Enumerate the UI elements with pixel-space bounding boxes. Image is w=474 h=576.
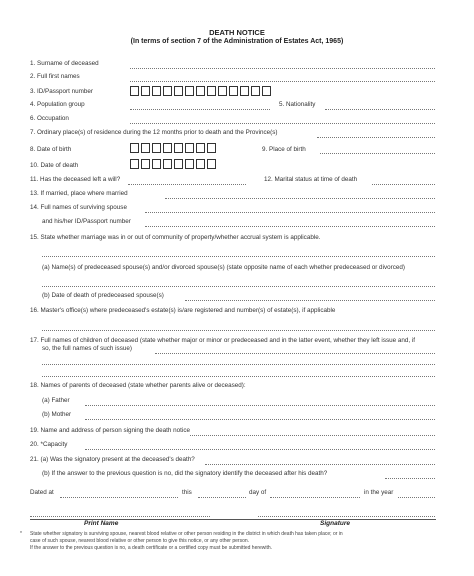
married-place-label: 13. If married, place where married (30, 190, 128, 197)
surname-field[interactable] (130, 68, 435, 69)
field-row-parents (0, 382, 474, 396)
field-row-residence (0, 129, 474, 143)
dod-digit-box[interactable] (163, 159, 172, 169)
id-digit-box[interactable] (240, 86, 249, 96)
field-row-dob (0, 143, 474, 157)
children-field-2[interactable] (42, 364, 435, 365)
id-digit-box[interactable] (163, 86, 172, 96)
identify-label: (b) If the answer to the previous question is no, did the signatory identify the deceased after his death? (42, 470, 328, 477)
birthplace-field[interactable] (320, 153, 435, 154)
dod-digit-box[interactable] (130, 159, 139, 169)
field-row-spouse (0, 204, 474, 218)
children-label: 17. Full names of children of deceased (state whether major or minor or predeceased and in the latter event, whether they left issue and, if (30, 337, 416, 344)
field-row-father (0, 397, 474, 411)
mother-label: (b) Mother (42, 411, 72, 418)
nationality-label: 5. Nationality (279, 101, 316, 108)
surname-label: 1. Surname of deceased (30, 60, 99, 67)
form-title: DEATH NOTICE (209, 28, 265, 37)
field-row-spouse-id (0, 218, 474, 232)
children-field-1[interactable] (155, 353, 435, 354)
predeceased-date-label: (b) Date of death of predeceased spouse(s) (42, 292, 164, 299)
footnote-3: If the answer to the previous question is no, a death certificate or a certified copy must be submitted herewith. (30, 545, 273, 551)
occupation-field[interactable] (130, 123, 435, 124)
field-row-surname (0, 60, 474, 74)
children-label-cont: so, the full names of such issue) (42, 345, 132, 352)
masters-office-field[interactable] (42, 330, 435, 331)
id-digit-box[interactable] (218, 86, 227, 96)
occupation-label: 6. Occupation (30, 115, 69, 122)
dated-row (0, 489, 474, 503)
dod-digit-box[interactable] (207, 159, 216, 169)
day-of-label: day of (249, 489, 267, 496)
field-row-identify (0, 470, 474, 484)
dob-digit-box[interactable] (141, 143, 150, 153)
masters-office-label: 16. Master's office(s) where predeceased's estate(s) is/are registered and number(s) of estate(s), if applicable (30, 307, 336, 314)
id-digit-box[interactable] (152, 86, 161, 96)
field-row-will (0, 176, 474, 190)
field-row-capacity (0, 441, 474, 455)
field-row-predeceased-spouse (0, 264, 474, 278)
id-digit-box[interactable] (251, 86, 260, 96)
spouse-field[interactable] (145, 212, 435, 213)
field-row-mother (0, 411, 474, 425)
capacity-label: 20. *Capacity (30, 441, 68, 448)
dod-label: 10. Date of death (30, 162, 79, 169)
signature-line[interactable] (258, 516, 435, 517)
print-name-label: Print Name (84, 520, 119, 527)
dob-digit-box[interactable] (196, 143, 205, 153)
dob-digit-box[interactable] (174, 143, 183, 153)
spouse-label: 14. Full names of surviving spouse (30, 204, 127, 211)
day-field[interactable] (198, 497, 246, 498)
dob-digit-box[interactable] (163, 143, 172, 153)
predeceased-spouse-field[interactable] (42, 286, 435, 287)
footnote-2: case of such spouse, nearest blood relative or other person to give this notice, or any other person. (30, 538, 250, 544)
first-names-label: 2. Full first names (30, 73, 80, 80)
dod-digit-box[interactable] (174, 159, 183, 169)
dod-digit-box[interactable] (152, 159, 161, 169)
spouse-id-label: and his/her ID/Passport number (42, 218, 131, 225)
field-row-first-names (0, 73, 474, 87)
id-digit-box[interactable] (207, 86, 216, 96)
dated-at-field[interactable] (60, 497, 178, 498)
footnote-1: State whether signatory is surviving spouse, nearest blood relative or other person residing in the district in which death has taken place; or in (30, 531, 343, 537)
population-label: 4. Population group (30, 101, 85, 108)
id-digit-box[interactable] (229, 86, 238, 96)
population-field[interactable] (130, 109, 270, 110)
field-row-married-place (0, 190, 474, 204)
field-row-marriage-type (0, 234, 474, 248)
will-field[interactable] (128, 184, 246, 185)
dated-at-label: Dated at (30, 489, 54, 496)
year-field[interactable] (398, 497, 435, 498)
print-name-line[interactable] (30, 516, 210, 517)
form-subtitle: (In terms of section 7 of the Administration of Estates Act, 1965) (130, 38, 344, 45)
marital-label: 12. Marital status at time of death (264, 176, 358, 183)
field-row-children-cont (0, 345, 474, 359)
dod-digit-box[interactable] (185, 159, 194, 169)
in-the-year-label: in the year (364, 489, 394, 496)
field-row-present (0, 456, 474, 470)
id-digit-box[interactable] (196, 86, 205, 96)
dob-digit-box[interactable] (207, 143, 216, 153)
month-field[interactable] (270, 497, 360, 498)
father-label: (a) Father (42, 397, 70, 404)
footnote-asterisk: * (20, 531, 22, 537)
birthplace-label: 9. Place of birth (262, 146, 306, 153)
signer-field[interactable] (190, 435, 435, 436)
field-row-dod (0, 159, 474, 173)
married-place-field[interactable] (165, 198, 435, 199)
marriage-type-field[interactable] (42, 256, 435, 257)
dob-digit-box[interactable] (130, 143, 139, 153)
field-row-population (0, 101, 474, 115)
signer-label: 19. Name and address of person signing the death notice (30, 427, 190, 434)
field-row-id (0, 86, 474, 100)
dod-digit-box[interactable] (141, 159, 150, 169)
capacity-field[interactable] (85, 449, 435, 450)
dob-digit-box[interactable] (185, 143, 194, 153)
identify-field[interactable] (385, 478, 435, 479)
field-row-signer (0, 427, 474, 441)
first-names-field[interactable] (130, 81, 435, 82)
spouse-id-field[interactable] (145, 226, 435, 227)
dob-label: 8. Date of birth (30, 146, 72, 153)
marital-field[interactable] (372, 184, 435, 185)
id-digit-box[interactable] (174, 86, 183, 96)
predeceased-date-field[interactable] (185, 300, 435, 301)
will-label: 11. Has the deceased left a will? (30, 176, 121, 183)
signature-label: Signature (320, 520, 350, 527)
id-digit-box[interactable] (141, 86, 150, 96)
mother-field[interactable] (85, 419, 435, 420)
field-row-occupation (0, 115, 474, 129)
present-field[interactable] (205, 464, 435, 465)
residence-field[interactable] (317, 137, 435, 138)
id-digit-box[interactable] (185, 86, 194, 96)
predeceased-spouse-label: (a) Name(s) of predeceased spouse(s) and/or divorced spouse(s) (state opposite name of each whether predeceased or divorced) (42, 264, 405, 271)
dod-digit-box[interactable] (196, 159, 205, 169)
nationality-field[interactable] (325, 109, 435, 110)
field-row-masters-office (0, 307, 474, 321)
father-field[interactable] (85, 405, 435, 406)
children-field-3[interactable] (42, 376, 435, 377)
parents-label: 18. Names of parents of deceased (state whether parents alive or deceased): (30, 382, 246, 389)
residence-label: 7. Ordinary place(s) of residence during the 12 months prior to death and the Province(s) (30, 129, 278, 136)
this-label: this (182, 489, 192, 496)
id-label: 3. ID/Passport number (30, 88, 93, 95)
present-label: 21. (a) Was the signatory present at the deceased's death? (30, 456, 195, 463)
field-row-predeceased-date (0, 292, 474, 306)
id-digit-box[interactable] (130, 86, 139, 96)
id-digit-box[interactable] (262, 86, 271, 96)
marriage-type-label: 15. State whether marriage was in or out of community of property/whether accrual system is applicable. (30, 234, 321, 241)
dob-digit-box[interactable] (152, 143, 161, 153)
